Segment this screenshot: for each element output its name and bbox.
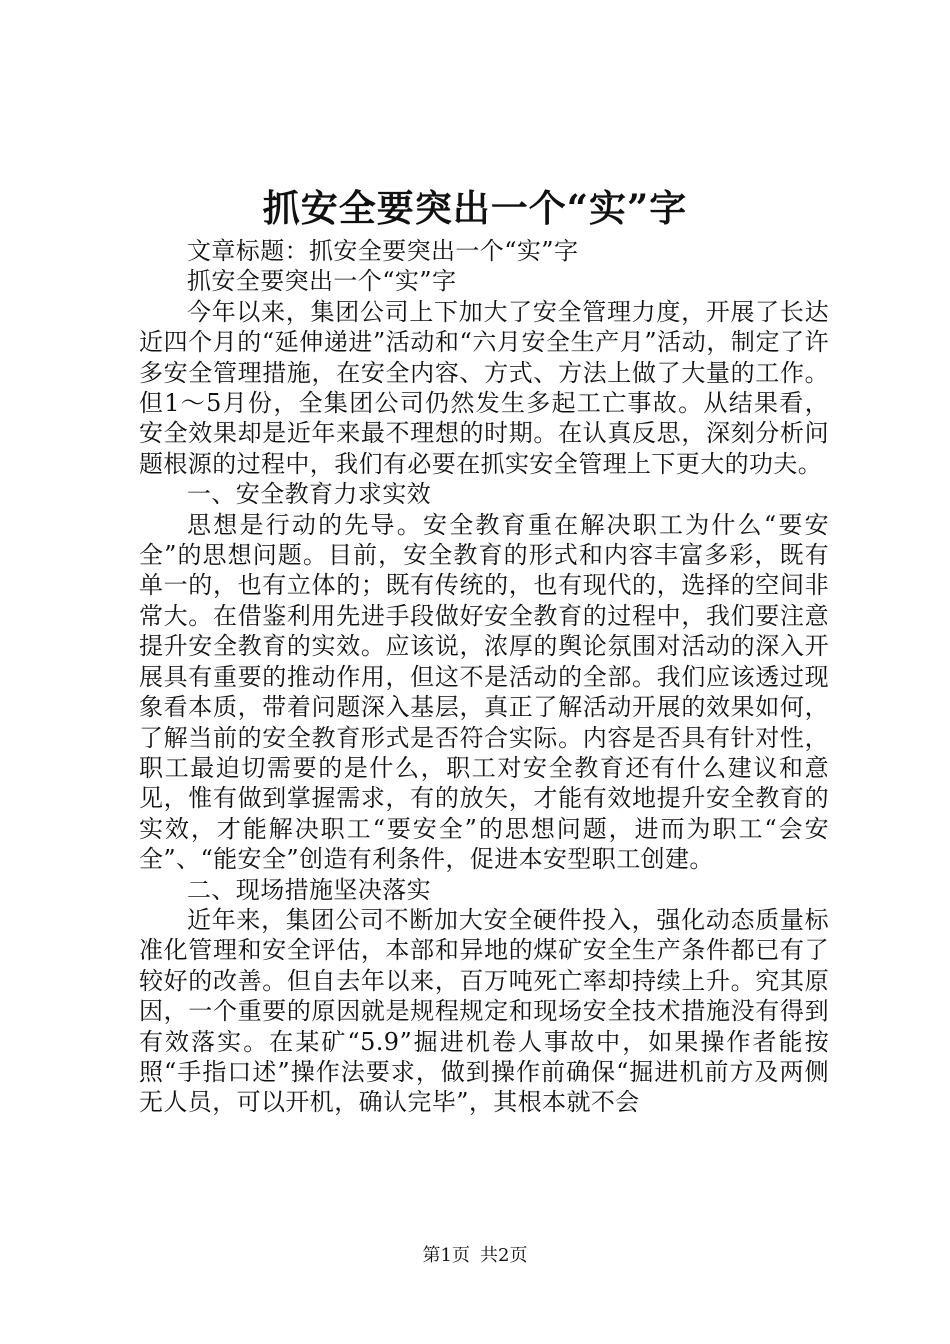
article-subtitle-line: 抓安全要突出一个“实”字	[187, 267, 457, 296]
section-2-paragraph: 近年来，集团公司不断加大安全硬件投入，强化动态质量标准化管理和安全评估，本部和异地的煤矿安全生产条件都已有了较好的改善。但自去年以来，百万吨死亡率却持续上升。究其原因，一个重要的原因就是规程规定和现场安全技术措施没有得到有效落实。在某矿“5.9”掘进机卷人事故中，如果操作者能按照“手指口述”操作法要求，做到操作前确保“掘进机前方及两侧无人员，可以开机，确认完毕”，其根本就不会	[139, 905, 829, 1117]
page-footer	[0, 1244, 950, 1268]
page-total: 共2页	[480, 1245, 528, 1266]
page-number: 第1页	[422, 1245, 470, 1266]
intro-paragraph: 今年以来，集团公司上下加大了安全管理力度，开展了长达近四个月的“延伸递进”活动和“六月安全生产月”活动，制定了许多安全管理措施，在安全内容、方式、方法上做了大量的工作。但1～5月份，全集团公司仍然发生多起工亡事故。从结果看，安全效果却是近年来最不理想的时期。在认真反思，深刻分析问题根源的过程中，我们有必要在抓实安全管理上下更大的功夫。	[139, 297, 829, 478]
document-title: 抓安全要突出一个“实”字	[262, 186, 688, 230]
section-heading-2: 二、现场措施坚决落实	[187, 875, 431, 904]
document-body	[139, 236, 829, 1118]
section-1-paragraph: 思想是行动的先导。安全教育重在解决职工为什么“要安全”的思想问题。目前，安全教育的形式和内容丰富多彩，既有单一的，也有立体的；既有传统的，也有现代的，选择的空间非常大。在借鉴利用先进手段做好安全教育的过程中，我们要注意提升安全教育的实效。应该说，浓厚的舆论氛围对活动的深入开展具有重要的推动作用，但这不是活动的全部。我们应该透过现象看本质，带着问题深入基层，真正了解活动开展的效果如何，了解当前的安全教育形式是否符合实际。内容是否具有针对性，职工最迫切需要的是什么，职工对安全教育还有什么建议和意见，惟有做到掌握需求，有的放矢，才能有效地提升安全教育的实效，才能解决职工“要安全”的思想问题，进而为职工“会安全”、“能安全”创造有利条件，促进本安型职工创建。	[139, 510, 829, 874]
section-heading-1: 一、安全教育力求实效	[187, 480, 431, 509]
article-title-line: 文章标题：抓安全要突出一个“实”字	[187, 237, 579, 265]
